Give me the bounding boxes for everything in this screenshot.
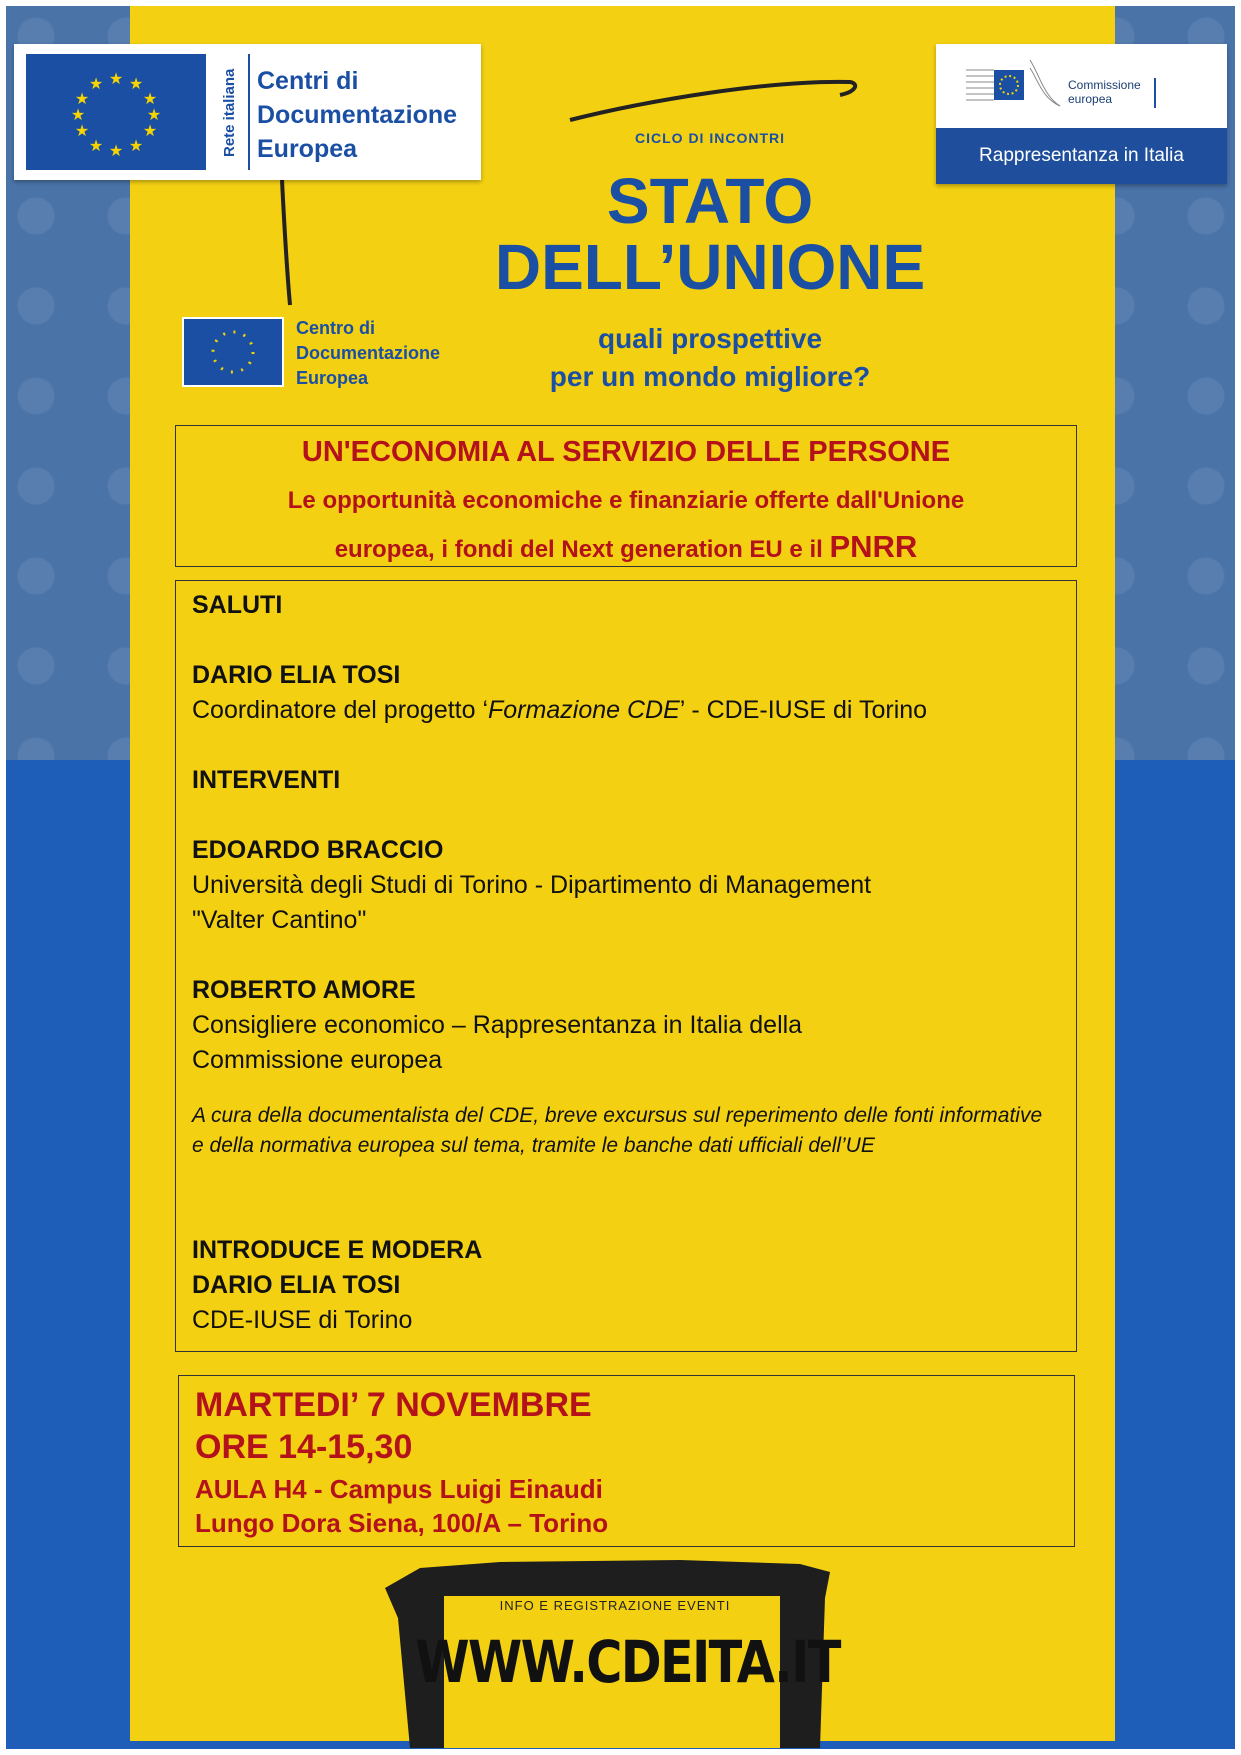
commission-divider [1154,78,1156,108]
topic-description [176,478,1076,573]
centro-line1: Centro di [296,318,375,338]
program-box [175,580,1077,1352]
footer-label: INFO E REGISTRAZIONE EVENTI [499,1598,731,1613]
speaker1-role-post: ’ - CDE-IUSE di Torino [679,696,928,724]
topic-box [175,425,1077,567]
logo-cde-text [257,64,457,166]
saluti-label: SALUTI [192,591,283,619]
commission-name-line1: Commissione [1068,78,1141,92]
speaker2-role-line1: Università degli Studi di Torino - Dipartimento di Management [192,871,872,899]
event-address: Lungo Dora Siena, 100/A – Torino [195,1508,609,1538]
commission-banner: Rappresentanza in Italia [936,128,1227,184]
speaker2-role-line2: "Valter Cantino" [192,906,367,934]
title-line2: DELL’UNIONE [494,231,926,303]
commission-emblem-icon [964,56,1064,114]
eu-flag-small-icon [182,317,284,387]
speaker1-name: DARIO ELIA TOSI [192,661,401,689]
speaker1-role-project: Formazione CDE [488,696,680,724]
svg-text:★: ★ [88,74,104,93]
page-title [470,165,950,303]
speaker1-role-pre: Coordinatore del progetto ‘ [192,696,489,724]
commission-name [1068,78,1141,106]
logo-cde-line2: Documentazione [257,101,458,129]
svg-text:★: ★ [128,74,144,93]
event-time: ORE 14-15,30 [195,1428,413,1466]
svg-text:★: ★ [142,121,158,140]
logo-cde-rete-italiana [14,44,481,180]
svg-text:★: ★ [128,136,144,155]
moderator-name: DARIO ELIA TOSI [192,1271,401,1299]
footer-url-link[interactable]: WWW.CDEITA.IT [415,1628,840,1696]
topic-heading: UN'ECONOMIA AL SERVIZIO DELLE PERSONE [301,436,951,468]
event-room: AULA H4 - Campus Luigi Einaudi [195,1474,603,1504]
documentalist-note: A cura della documentalista del CDE, breve excursus sul reperimento delle fonti informative e della normativa europea sul tema, tramite le banche dati ufficiali dell’UE [192,1104,1043,1157]
svg-text:★: ★ [108,141,124,160]
topic-line2: europea, i fondi del Next generation EU e il [334,536,823,563]
svg-text:★: ★ [74,89,90,108]
interventi-label: INTERVENTI [192,766,341,794]
speaker3-role-line2: Commissione europea [192,1046,443,1074]
speaker2-name: EDOARDO BRACCIO [192,836,444,864]
event-info-box [178,1375,1075,1547]
centro-text [296,316,440,391]
moderator-label: INTRODUCE E MODERA [192,1236,483,1264]
logo-divider [248,54,250,170]
eu-flag-icon [26,54,206,170]
event-date: MARTEDI’ 7 NOVEMBRE [195,1386,592,1424]
svg-text:★: ★ [74,121,90,140]
page-subtitle [490,320,930,396]
svg-text:★: ★ [146,105,162,124]
svg-text:★: ★ [108,69,124,88]
logo-commissione-europea [936,44,1227,184]
svg-text:★: ★ [70,105,86,124]
centro-line3: Europea [296,368,369,388]
svg-text:★: ★ [142,89,158,108]
subtitle-line1: quali prospettive [597,323,823,354]
topic-line1: Le opportunità economiche e finanziarie offerte dall'Unione [287,487,965,514]
commission-name-line2: europea [1068,92,1113,106]
centro-line2: Documentazione [296,343,441,363]
subtitle-line2: per un mondo migliore? [549,361,871,392]
svg-text:★: ★ [88,136,104,155]
moderator-role: CDE-IUSE di Torino [192,1306,413,1334]
logo-cde-line1: Centri di [257,67,359,95]
speaker3-role-line1: Consigliere economico – Rappresentanza in Italia della [192,1011,803,1039]
speaker3-name: ROBERTO AMORE [192,976,416,1004]
topic-pnrr: PNRR [829,529,918,564]
footer-registration [380,1558,850,1748]
logo-cde-line3: Europea [257,135,358,163]
title-line1: STATO [606,165,814,237]
logo-side-text: Rete italiana [221,68,238,158]
series-label: CICLO DI INCONTRI [635,130,785,146]
speaker1-role [192,696,927,725]
